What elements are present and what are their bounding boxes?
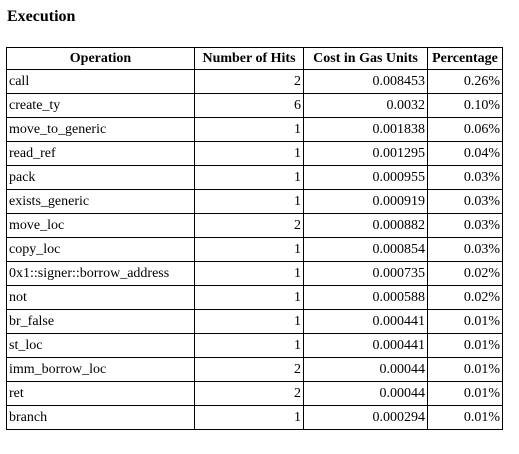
cell-cost: 0.000588 bbox=[304, 286, 428, 310]
cell-hits: 1 bbox=[195, 118, 304, 142]
cell-operation: call bbox=[7, 70, 195, 94]
cell-percentage: 0.03% bbox=[428, 166, 503, 190]
cell-percentage: 0.01% bbox=[428, 334, 503, 358]
cell-hits: 1 bbox=[195, 238, 304, 262]
cell-cost: 0.0032 bbox=[304, 94, 428, 118]
execution-table bbox=[6, 47, 503, 430]
cell-percentage: 0.02% bbox=[428, 286, 503, 310]
cell-percentage: 0.02% bbox=[428, 262, 503, 286]
cell-hits: 2 bbox=[195, 358, 304, 382]
cell-percentage: 0.03% bbox=[428, 214, 503, 238]
cell-percentage: 0.26% bbox=[428, 70, 503, 94]
table-row bbox=[7, 214, 503, 238]
cell-operation: branch bbox=[7, 406, 195, 430]
cell-percentage: 0.01% bbox=[428, 310, 503, 334]
cell-operation: exists_generic bbox=[7, 190, 195, 214]
cell-cost: 0.00044 bbox=[304, 382, 428, 406]
cell-cost: 0.000441 bbox=[304, 310, 428, 334]
section-title: Execution bbox=[7, 8, 76, 25]
cell-cost: 0.000735 bbox=[304, 262, 428, 286]
cell-operation: move_loc bbox=[7, 214, 195, 238]
cell-percentage: 0.10% bbox=[428, 94, 503, 118]
table-body bbox=[7, 70, 503, 430]
cell-cost: 0.000955 bbox=[304, 166, 428, 190]
table-row bbox=[7, 310, 503, 334]
table-row bbox=[7, 190, 503, 214]
table-row bbox=[7, 238, 503, 262]
cell-percentage: 0.04% bbox=[428, 142, 503, 166]
table-row bbox=[7, 358, 503, 382]
table-row bbox=[7, 142, 503, 166]
cell-hits: 1 bbox=[195, 286, 304, 310]
cell-operation: ret bbox=[7, 382, 195, 406]
cell-cost: 0.000441 bbox=[304, 334, 428, 358]
cell-cost: 0.001295 bbox=[304, 142, 428, 166]
cell-hits: 2 bbox=[195, 382, 304, 406]
table-row bbox=[7, 406, 503, 430]
cell-operation: create_ty bbox=[7, 94, 195, 118]
cell-hits: 1 bbox=[195, 406, 304, 430]
table-row bbox=[7, 286, 503, 310]
cell-operation: br_false bbox=[7, 310, 195, 334]
cell-cost: 0.00044 bbox=[304, 358, 428, 382]
table-row bbox=[7, 382, 503, 406]
cell-cost: 0.000854 bbox=[304, 238, 428, 262]
cell-operation: not bbox=[7, 286, 195, 310]
cell-percentage: 0.01% bbox=[428, 382, 503, 406]
cell-operation: read_ref bbox=[7, 142, 195, 166]
cell-operation: imm_borrow_loc bbox=[7, 358, 195, 382]
table-header-row bbox=[7, 48, 503, 70]
cell-hits: 1 bbox=[195, 166, 304, 190]
cell-percentage: 0.03% bbox=[428, 190, 503, 214]
cell-cost: 0.000919 bbox=[304, 190, 428, 214]
cell-operation: move_to_generic bbox=[7, 118, 195, 142]
table-row bbox=[7, 166, 503, 190]
cell-operation: 0x1::signer::borrow_address bbox=[7, 262, 195, 286]
header-operation: Operation bbox=[7, 48, 195, 70]
cell-hits: 2 bbox=[195, 70, 304, 94]
header-number-of-hits: Number of Hits bbox=[195, 48, 304, 70]
cell-hits: 2 bbox=[195, 214, 304, 238]
header-percentage: Percentage bbox=[428, 48, 503, 70]
cell-hits: 6 bbox=[195, 94, 304, 118]
cell-percentage: 0.01% bbox=[428, 406, 503, 430]
cell-operation: copy_loc bbox=[7, 238, 195, 262]
cell-hits: 1 bbox=[195, 190, 304, 214]
cell-hits: 1 bbox=[195, 310, 304, 334]
table-row bbox=[7, 334, 503, 358]
table-row bbox=[7, 94, 503, 118]
table-row bbox=[7, 70, 503, 94]
cell-operation: pack bbox=[7, 166, 195, 190]
cell-cost: 0.000882 bbox=[304, 214, 428, 238]
table-row bbox=[7, 262, 503, 286]
cell-percentage: 0.03% bbox=[428, 238, 503, 262]
cell-percentage: 0.01% bbox=[428, 358, 503, 382]
table-row bbox=[7, 118, 503, 142]
cell-cost: 0.008453 bbox=[304, 70, 428, 94]
cell-operation: st_loc bbox=[7, 334, 195, 358]
cell-hits: 1 bbox=[195, 142, 304, 166]
cell-cost: 0.000294 bbox=[304, 406, 428, 430]
cell-hits: 1 bbox=[195, 262, 304, 286]
cell-percentage: 0.06% bbox=[428, 118, 503, 142]
header-cost-in-gas-units: Cost in Gas Units bbox=[304, 48, 428, 70]
cell-cost: 0.001838 bbox=[304, 118, 428, 142]
cell-hits: 1 bbox=[195, 334, 304, 358]
